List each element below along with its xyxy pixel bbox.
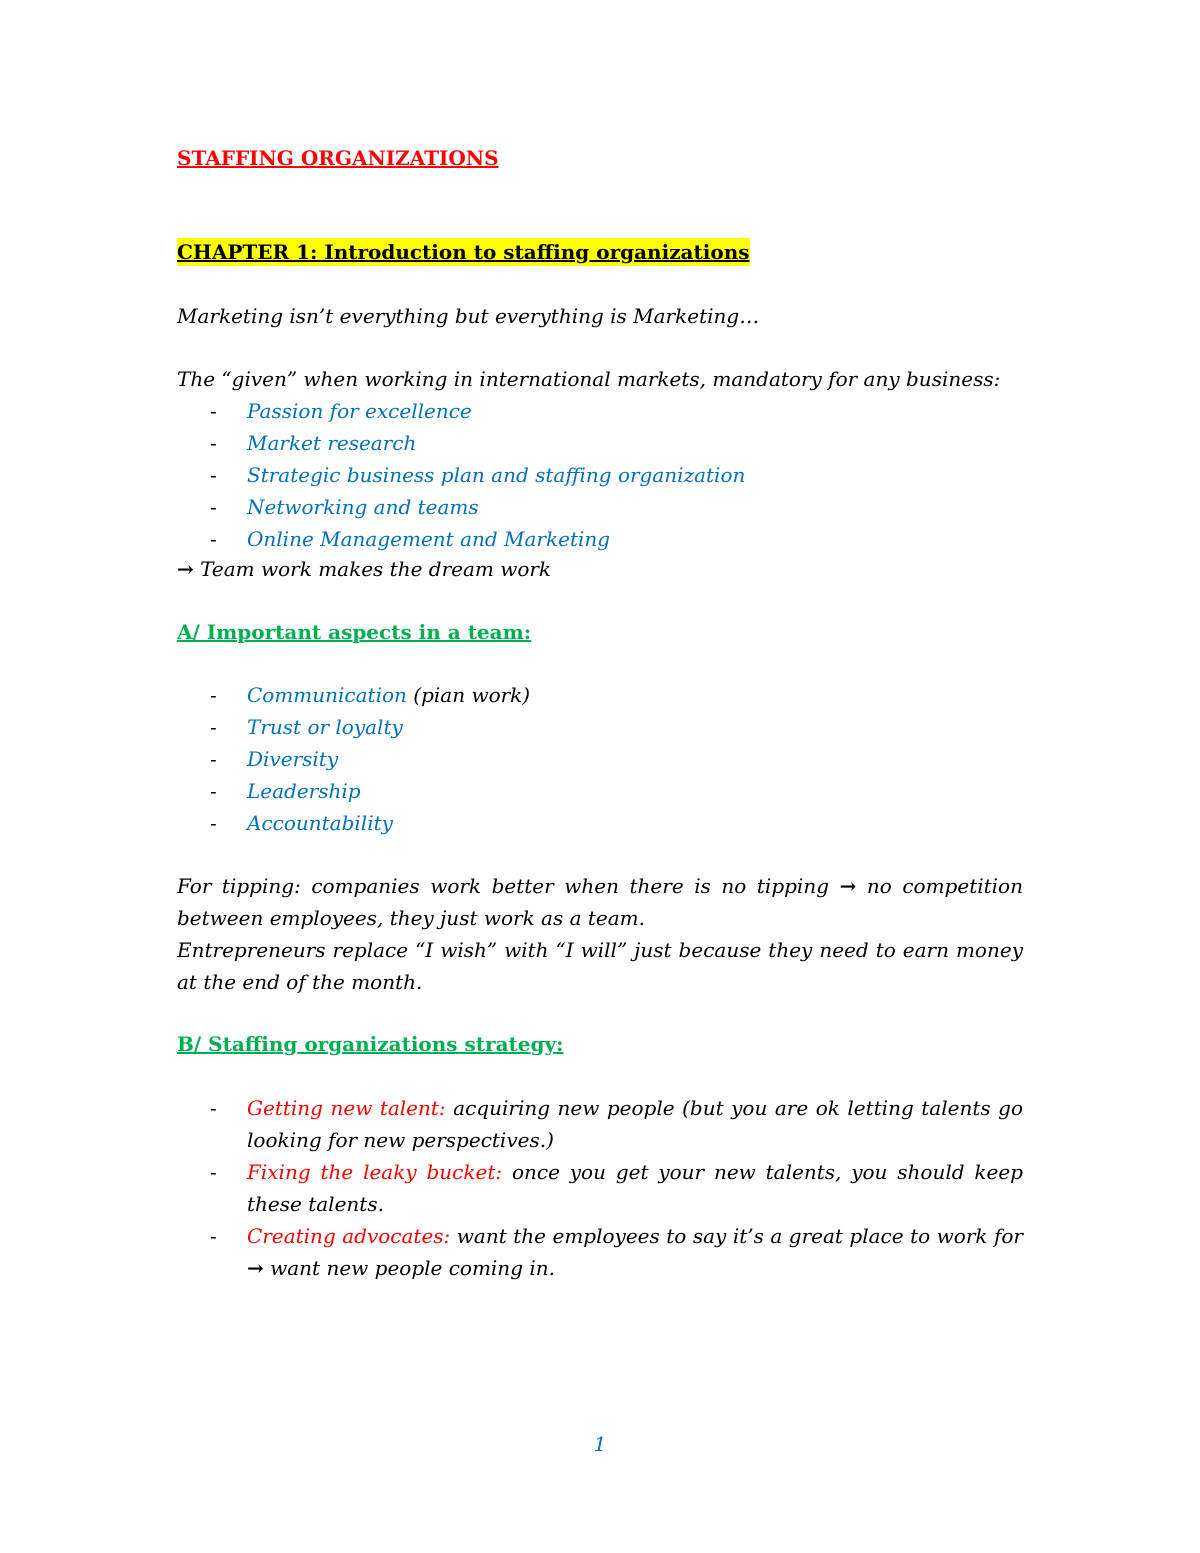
list-item (210, 1220, 1023, 1284)
tipping-text-1: For tipping: companies work better when there is no tipping (177, 874, 840, 898)
list-item-text: once you get your new talents, you should keep these talents. (247, 1160, 1023, 1216)
list-item (210, 459, 1023, 491)
list-item-label: Creating advocates: (247, 1224, 451, 1248)
chapter-heading (177, 236, 1023, 268)
dash-bullet: - (210, 811, 217, 835)
tipping-text-2: no competition between employees, they just work as a team. (177, 874, 1023, 930)
list-item (210, 491, 1023, 523)
list-item-text: Strategic business plan and staffing organization (247, 463, 746, 487)
list-item (210, 679, 1023, 711)
list-item (210, 711, 1023, 743)
dash-bullet: - (210, 779, 217, 803)
document-title: STAFFING ORGANIZATIONS (177, 146, 499, 170)
list-item-label: Communication (247, 683, 407, 707)
list-item-note: (pian work) (406, 683, 531, 707)
dash-bullet: - (210, 463, 217, 487)
list-item-label: Trust or loyalty (247, 715, 403, 739)
list-item-text-after: want new people coming in. (263, 1256, 555, 1280)
dash-bullet: - (210, 683, 217, 707)
list-item-label: Accountability (247, 811, 393, 835)
arrow-right-icon: → (247, 1256, 264, 1280)
list-item (210, 427, 1023, 459)
list-item-text: Passion for excellence (247, 399, 472, 423)
entrepreneurs-paragraph: Entrepreneurs replace “I wish” with “I will” just because they need to earn money at the end of the month. (177, 938, 1023, 994)
list-item (210, 775, 1023, 807)
list-item-label: Leadership (247, 779, 361, 803)
dash-bullet: - (210, 715, 217, 739)
list-item (210, 523, 1023, 555)
page-number: 1 (593, 1432, 607, 1456)
dash-bullet: - (210, 431, 217, 455)
list-item (210, 1092, 1023, 1156)
dash-bullet: - (210, 1160, 217, 1184)
list-item-label: Fixing the leaky bucket: (247, 1160, 503, 1184)
section-b-list (210, 1092, 1023, 1284)
list-item-text: acquiring new people (but you are ok letting talents go looking for new perspectives.) (247, 1096, 1023, 1152)
teamwork-text: Team work makes the dream work (200, 557, 552, 581)
arrow-right-icon: → (839, 874, 857, 898)
dash-bullet: - (210, 747, 217, 771)
dash-bullet: - (210, 1096, 217, 1120)
list-item-text: want the employees to say it’s a great place to work for (450, 1224, 1023, 1248)
list-item-text: Online Management and Marketing (247, 527, 611, 551)
section-a-list (210, 679, 1023, 839)
list-item (210, 1156, 1023, 1220)
list-item-text: Market research (247, 431, 417, 455)
dash-bullet: - (210, 1224, 217, 1248)
list-item-label: Diversity (247, 747, 339, 771)
chapter-heading-text: CHAPTER 1: Introduction to staffing organizations (177, 240, 750, 264)
given-intro: The “given” when working in international markets, mandatory for any business: (177, 367, 1001, 391)
arrow-right-icon: → (177, 557, 194, 581)
given-list (210, 395, 1023, 555)
dash-bullet: - (210, 399, 217, 423)
list-item (210, 395, 1023, 427)
tipping-paragraph (177, 870, 1023, 934)
tagline: Marketing isn’t everything but everything is Marketing… (177, 304, 760, 328)
section-b-heading: B/ Staffing organizations strategy: (177, 1032, 564, 1056)
list-item-text: Networking and teams (247, 495, 479, 519)
list-item-label: Getting new talent: (247, 1096, 446, 1120)
teamwork-line (177, 553, 1023, 585)
dash-bullet: - (210, 527, 217, 551)
list-item (210, 743, 1023, 775)
list-item (210, 807, 1023, 839)
section-a-heading: A/ Important aspects in a team: (177, 620, 532, 644)
dash-bullet: - (210, 495, 217, 519)
